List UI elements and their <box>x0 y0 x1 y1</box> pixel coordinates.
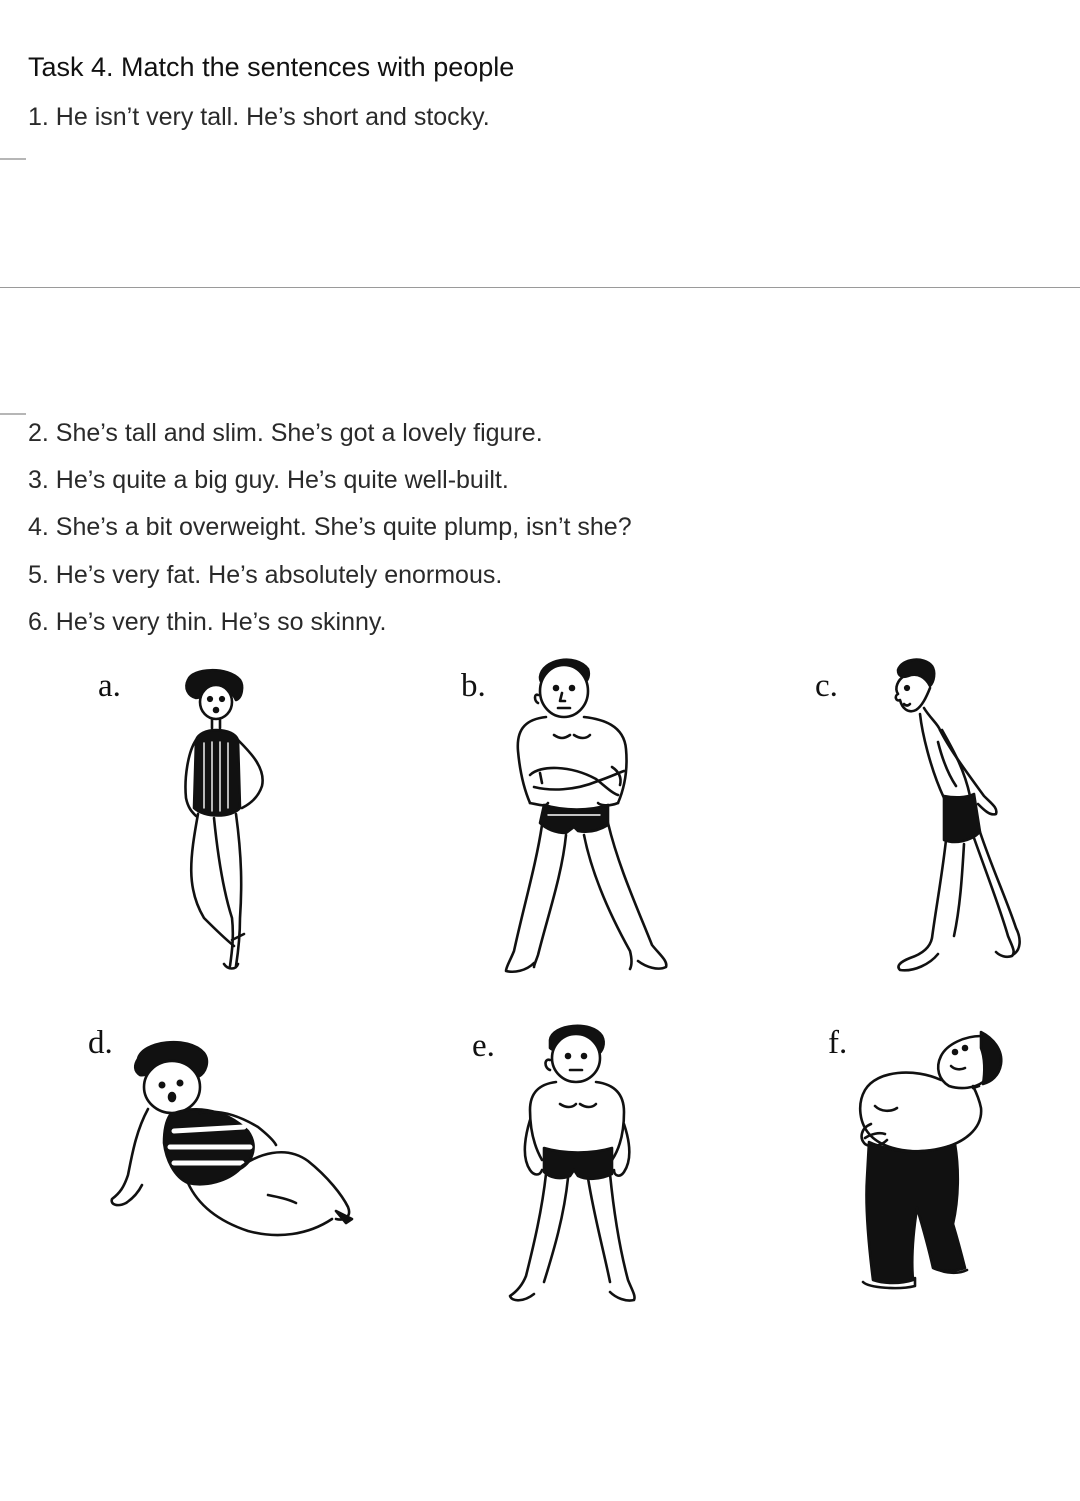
page-corner-mark-top <box>0 158 26 190</box>
figure-label-e: e. <box>472 1028 495 1064</box>
task-title: Task 4. Match the sentences with people <box>28 52 515 82</box>
plump-woman-reclining-illustration <box>108 1035 358 1245</box>
short-stocky-man-illustration <box>500 1020 645 1310</box>
skinny-man-walking-illustration <box>890 658 1025 978</box>
sentence-5: 5. He’s very fat. He’s absolutely enormous. <box>28 561 503 589</box>
sentence-3: 3. He’s quite a big guy. He’s quite well-built. <box>28 466 509 494</box>
page-break-divider <box>0 287 1080 288</box>
sentence-4: 4. She’s a bit overweight. She’s quite plump, isn’t she? <box>28 513 632 541</box>
figure-label-b: b. <box>461 668 486 704</box>
sentence-2: 2. She’s tall and slim. She’s got a lovely figure. <box>28 419 543 447</box>
figure-label-f: f. <box>828 1025 848 1061</box>
well-built-man-arms-crossed-illustration <box>500 655 675 980</box>
sentence-6: 6. He’s very thin. He’s so skinny. <box>28 608 387 636</box>
figure-label-c: c. <box>815 668 838 704</box>
fat-man-leaning-back-illustration <box>855 1028 1015 1293</box>
slim-woman-swimsuit-illustration <box>170 668 280 973</box>
figure-label-a: a. <box>98 668 121 704</box>
page-corner-mark-bottom <box>0 383 26 415</box>
sentence-1: 1. He isn’t very tall. He’s short and stocky. <box>28 103 490 131</box>
figure-label-d: d. <box>88 1025 113 1061</box>
